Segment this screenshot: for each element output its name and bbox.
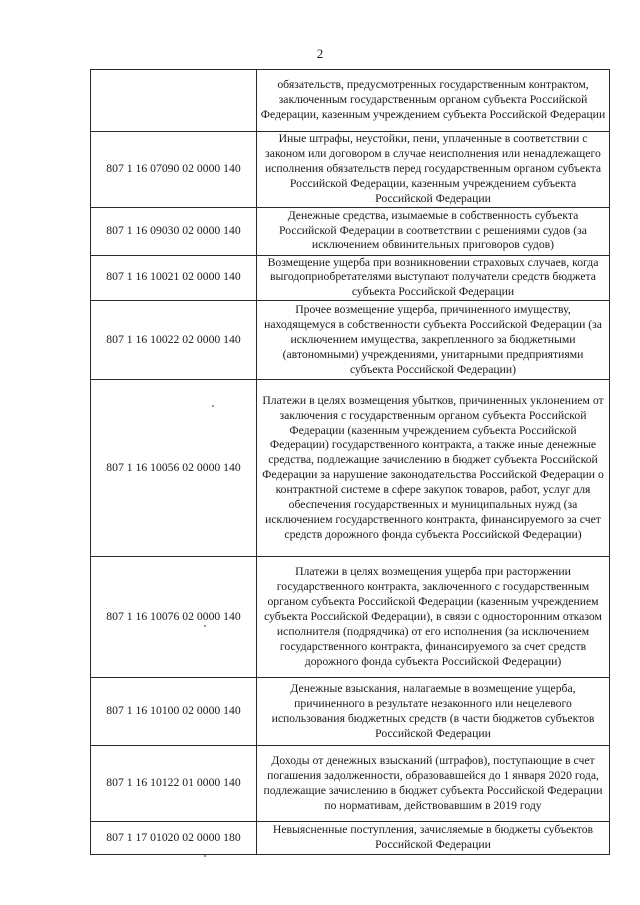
table-row xyxy=(91,207,610,255)
code-cell: 807 1 16 10100 02 0000 140 xyxy=(91,678,257,746)
page-number: 2 xyxy=(316,46,324,61)
table-row xyxy=(91,678,610,746)
description-cell: Платежи в целях возмещения убытков, причиненных уклонением от заключения с государственным органом субъекта Российской Федерации (казенным учреждением субъекта Российской Федерации) государственного контракта, а также иные денежные средства, подлежащие зачислению в бюджет субъекта Российской Федерации за нарушение законодательства Российской Федерации о контрактной системе в сфере закупок товаров, работ, услуг для обеспечения государственных и муниципальных нужд (за исключением государственного контракта, финансируемого за счет средств дорожного фонда субъекта Российской Федерации) xyxy=(257,380,610,557)
table-row xyxy=(91,70,610,132)
code-cell xyxy=(91,70,257,132)
description-cell: обязательств, предусмотренных государственным контрактом, заключенным государственным органом субъекта Российской Федерации, казенным учреждением субъекта Российской Федерации xyxy=(257,70,610,132)
code-cell: 807 1 16 07090 02 0000 140 xyxy=(91,132,257,208)
code-cell: 807 1 16 10076 02 0000 140 xyxy=(91,557,257,678)
code-cell: 807 1 16 10021 02 0000 140 xyxy=(91,255,257,301)
table-row xyxy=(91,822,610,855)
table-row xyxy=(91,380,610,557)
description-cell: Денежные средства, изымаемые в собственность субъекта Российской Федерации в соответствии с решениями судов (за исключением обвинительных приговоров судов) xyxy=(257,207,610,255)
description-cell: Иные штрафы, неустойки, пени, уплаченные в соответствии с законом или договором в случае неисполнения или ненадлежащего исполнения обязательств перед государственным органом субъекта Российской Федерации, казенным учреждением субъекта Российской Федерации xyxy=(257,132,610,208)
table-row xyxy=(91,746,610,822)
code-cell: 807 1 16 10056 02 0000 140 xyxy=(91,380,257,557)
description-cell: Денежные взыскания, налагаемые в возмещение ущерба, причиненного в результате незаконного или нецелевого использования бюджетных средств (в части бюджетов субъектов Российской Федерации xyxy=(257,678,610,746)
description-cell: Возмещение ущерба при возникновении страховых случаев, когда выгодоприобретателями выступают получатели средств бюджета субъекта Российской Федерации xyxy=(257,255,610,301)
description-cell: Доходы от денежных взысканий (штрафов), поступающие в счет погашения задолженности, образовавшейся до 1 января 2020 года, подлежащие зачислению в бюджет субъекта Российской Федерации по нормативам, действовавшим в 2019 году xyxy=(257,746,610,822)
code-cell: 807 1 16 10122 01 0000 140 xyxy=(91,746,257,822)
description-cell: Платежи в целях возмещения ущерба при расторжении государственного контракта, заключенного с государственным органом субъекта Российской Федерации (казенным учреждением субъекта Российской Федерации), в связи с односторонним отказом исполнителя (подрядчика) от его исполнения (за исключением государственного контракта, финансируемого за счет средств дорожного фонда субъекта Российской Федерации) xyxy=(257,557,610,678)
table-row xyxy=(91,301,610,380)
code-cell: 807 1 17 01020 02 0000 180 xyxy=(91,822,257,855)
code-cell: 807 1 16 09030 02 0000 140 xyxy=(91,207,257,255)
scan-speck xyxy=(204,855,206,857)
table-row xyxy=(91,132,610,208)
code-cell: 807 1 16 10022 02 0000 140 xyxy=(91,301,257,380)
description-cell: Прочее возмещение ущерба, причиненного имуществу, находящемуся в собственности субъекта Российской Федерации (за исключением имущества, закрепленного за бюджетными (автономными) учреждениями, унитарными предприятиями субъекта Российской Федерации) xyxy=(257,301,610,380)
scan-speck xyxy=(204,625,206,627)
scan-speck xyxy=(212,405,214,407)
table-row xyxy=(91,255,610,301)
budget-codes-table xyxy=(90,69,610,855)
table-row xyxy=(91,557,610,678)
description-cell: Невыясненные поступления, зачисляемые в бюджеты субъектов Российской Федерации xyxy=(257,822,610,855)
